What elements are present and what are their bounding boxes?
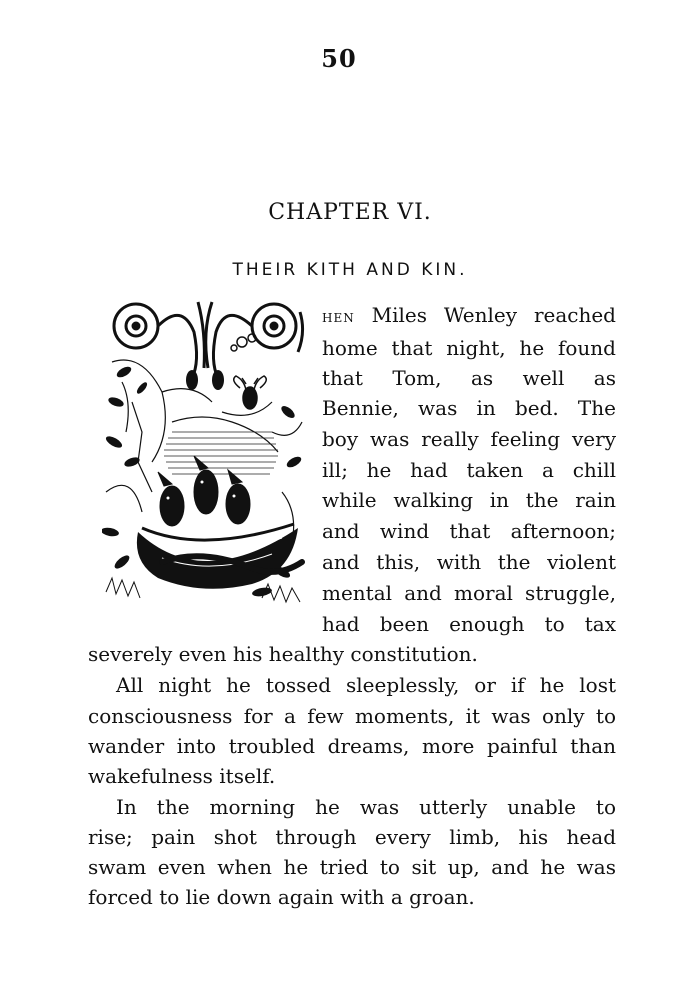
text-line: consciousness for a few moments, it was only to: [88, 704, 616, 728]
text-line: that Tom, as well as: [322, 366, 616, 390]
text-line: In the morning he was utterly unable to: [116, 795, 616, 819]
flower-icon: [231, 334, 256, 351]
text-line: mental and moral struggle,: [322, 581, 616, 605]
text-line: severely even his healthy constitution.: [88, 642, 478, 666]
text-line: home that night, he found: [322, 336, 616, 360]
text-line: had been enough to tax: [322, 612, 616, 636]
text-line: and this, with the violent: [322, 550, 616, 574]
text-line: wakefulness itself.: [88, 764, 276, 788]
text-line: hen Miles Wenley reached: [322, 303, 616, 327]
drop-cap-teardrops: [186, 370, 224, 390]
text-line: forced to lie down again with a groan.: [88, 885, 475, 909]
chapter-title: CHAPTER VI.: [268, 200, 432, 225]
drop-cap-lead-word: hen: [322, 307, 355, 327]
chicks: [158, 456, 250, 526]
engraved-foliage: [106, 360, 302, 542]
text-line: Bennie, was in bed. The: [322, 396, 616, 420]
text-line: while walking in the rain: [322, 488, 616, 512]
text-line: All night he tossed sleeplessly, or if he lost: [116, 673, 616, 697]
text-line: swam even when he tried to sit up, and he was: [88, 855, 616, 879]
text-line: and wind that afternoon;: [322, 519, 616, 543]
chapter-subtitle: THEIR KITH AND KIN.: [232, 260, 468, 280]
drop-cap-illustration: [102, 292, 306, 616]
text-line: boy was really feeling very: [322, 427, 616, 451]
text-line: wander into troubled dreams, more painful than: [88, 734, 616, 758]
text-line: ill; he had taken a chill: [322, 458, 616, 482]
bee-icon: [234, 376, 267, 409]
page-number: 50: [321, 44, 357, 73]
text-line: rise; pain shot through every limb, his head: [88, 825, 616, 849]
engraved-hatching: [164, 432, 278, 474]
